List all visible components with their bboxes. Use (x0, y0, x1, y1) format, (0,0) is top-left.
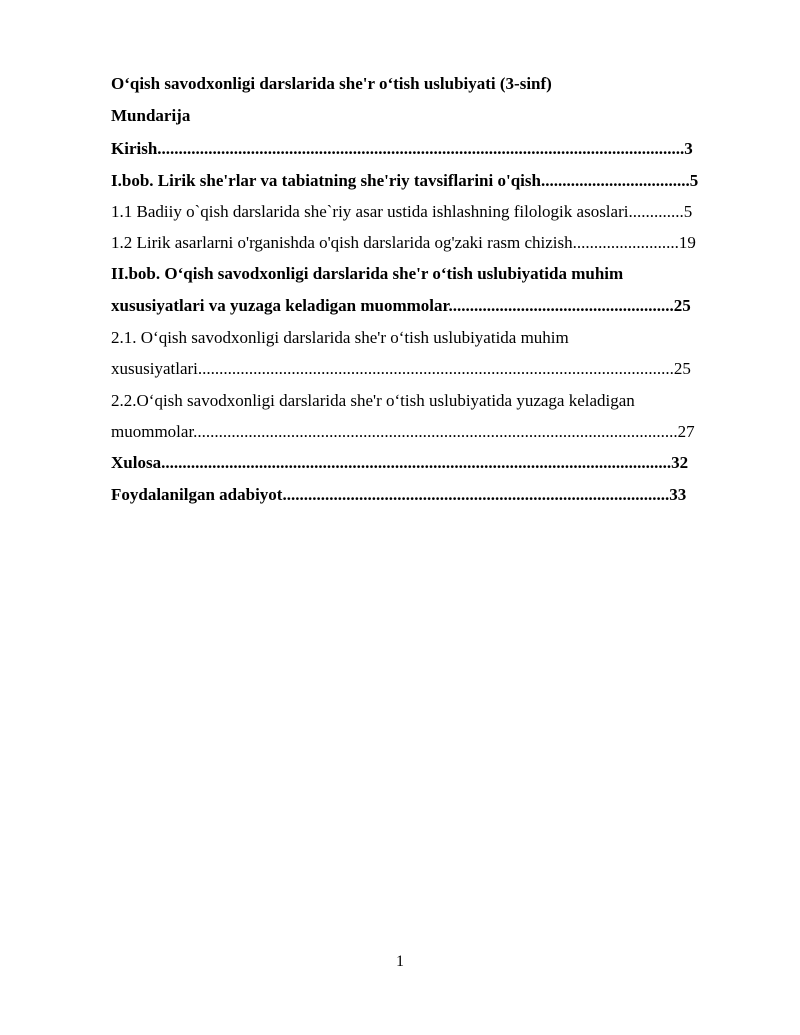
page-number: 1 (396, 953, 404, 970)
toc-entry-chapter-2-line1: II.bob. O‘qish savodxonligi darslarida she'r o‘tish uslubiyatida muhim (111, 264, 624, 283)
toc-entry-2-1-line1: 2.1. O‘qish savodxonligi darslarida she'r o‘tish uslubiyatida muhim (111, 328, 569, 347)
toc-entry-chapter-2-line2: xususiyatlari va yuzaga keladigan muommolar.....................................................25 (111, 296, 691, 315)
toc-entry-1-2: 1.2 Lirik asarlarni o'rganishda o'qish darslarida og'zaki rasm chizish.........................19 (111, 233, 696, 252)
toc-entry-chapter-1: I.bob. Lirik she'rlar va tabiatning she'riy tavsiflarini o'qish...................................5 (111, 171, 699, 190)
toc-entry-xulosa: Xulosa........................................................................................................................32 (111, 453, 689, 472)
toc-entry-kirish: Kirish............................................................................................................................3 (111, 139, 693, 158)
document-title: O‘qish savodxonligi darslarida she'r o‘tish uslubiyati (3-sinf) (111, 74, 552, 93)
toc-entry-2-1-line2: xususiyatlari................................................................................................................25 (111, 359, 691, 378)
toc-entry-2-2-line1: 2.2.O‘qish savodxonligi darslarida she'r o‘tish uslubiyatida yuzaga keladigan (111, 391, 635, 410)
toc-entry-adabiyot: Foydalanilgan adabiyot...........................................................................................33 (111, 485, 687, 504)
toc-heading: Mundarija (111, 106, 191, 125)
toc-entry-1-1: 1.1 Badiiy o`qish darslarida she`riy asar ustida ishlashning filologik asoslari.............5 (111, 202, 693, 221)
toc-entry-2-2-line2: muommolar..................................................................................................................27 (111, 422, 695, 441)
